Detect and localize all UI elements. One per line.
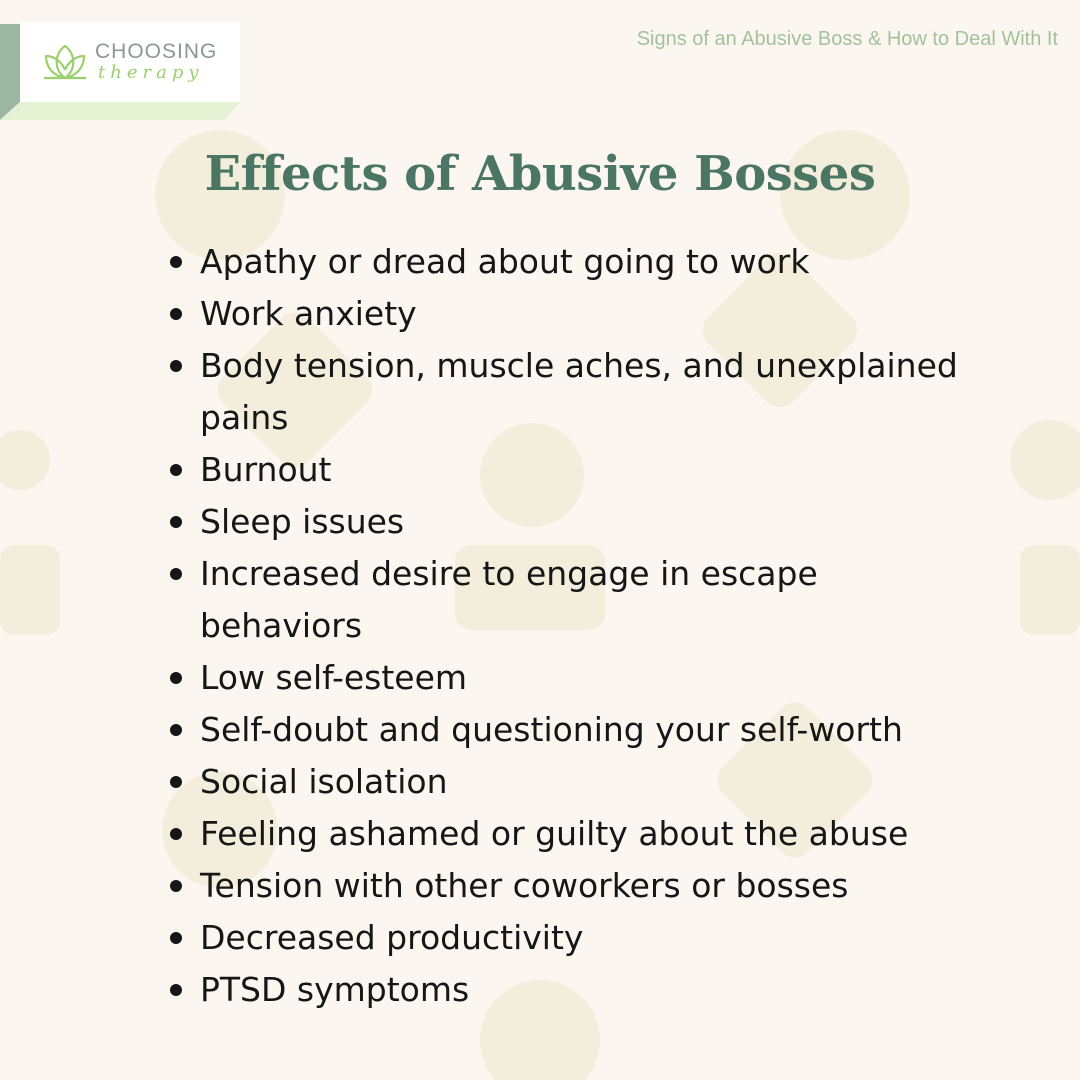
list-item: Sleep issues: [168, 496, 968, 548]
logo-box: [20, 22, 240, 102]
list-item: Feeling ashamed or guilty about the abuse: [168, 808, 968, 860]
logo-badge[interactable]: [0, 10, 240, 110]
list-item: Body tension, muscle aches, and unexplained pains: [168, 340, 968, 444]
list-item: Social isolation: [168, 756, 968, 808]
list-item: Burnout: [168, 444, 968, 496]
effects-list: [168, 236, 968, 1016]
article-title-caption: Signs of an Abusive Boss & How to Deal With It: [636, 28, 1058, 50]
list-item: Work anxiety: [168, 288, 968, 340]
logo-wordmark-top: CHOOSING: [95, 40, 218, 63]
list-item: Low self-esteem: [168, 652, 968, 704]
list-item: Increased desire to engage in escape behaviors: [168, 548, 968, 652]
list-item: Decreased productivity: [168, 912, 968, 964]
list-item: Apathy or dread about going to work: [168, 236, 968, 288]
lotus-icon: [40, 38, 90, 84]
list-item: Self-doubt and questioning your self-worth: [168, 704, 968, 756]
list-item: PTSD symptoms: [168, 964, 968, 1016]
logo-wordmark-bottom: therapy: [98, 62, 204, 83]
page-title: Effects of Abusive Bosses: [204, 146, 876, 202]
list-item: Tension with other coworkers or bosses: [168, 860, 968, 912]
